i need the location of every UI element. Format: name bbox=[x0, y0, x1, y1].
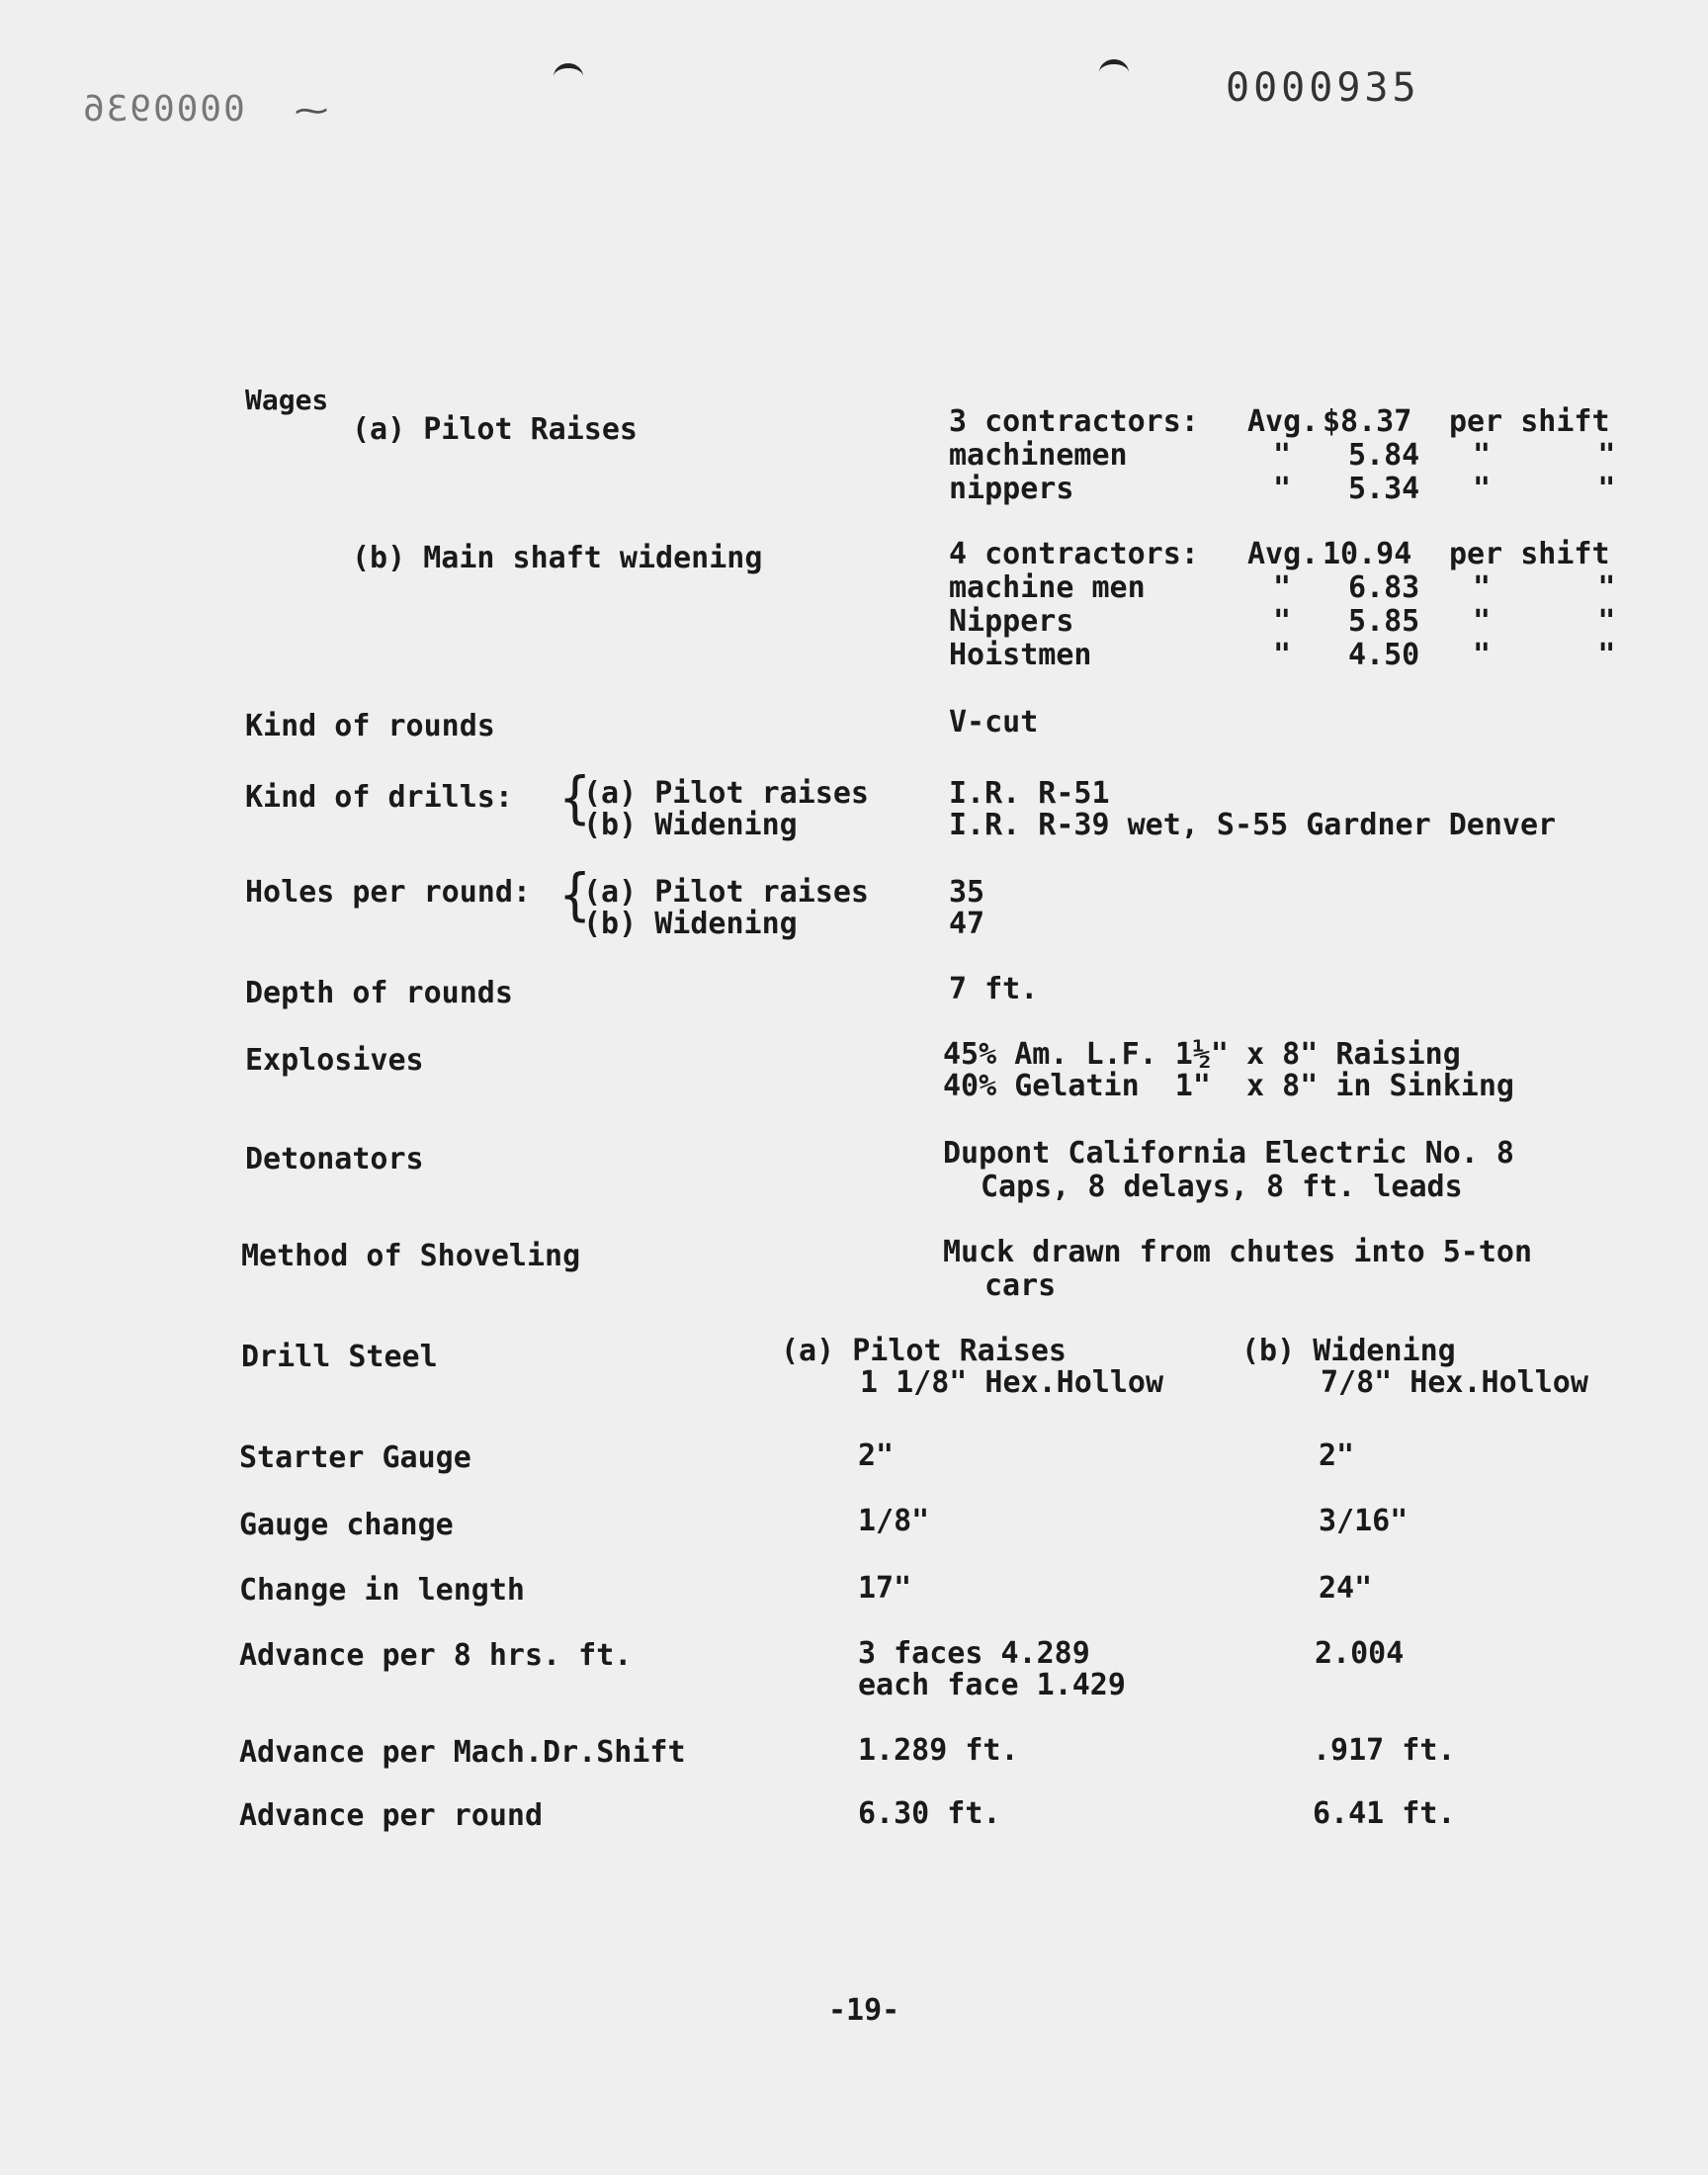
wage-role: nippers bbox=[949, 472, 1074, 506]
steel-row-b: 3/16" bbox=[1319, 1504, 1409, 1538]
holes-a-value: 35 bbox=[949, 875, 985, 910]
wage-value: $8.37 bbox=[1323, 404, 1412, 439]
wage-value: 6.83 bbox=[1348, 570, 1420, 605]
pilot-raises-label: (a) Pilot Raises bbox=[352, 412, 638, 447]
explosives-label: Explosives bbox=[245, 1043, 424, 1078]
kind-of-drills-label: Kind of drills: bbox=[245, 780, 513, 815]
wage-value: 5.84 bbox=[1348, 438, 1420, 473]
wage-prefix: Avg. bbox=[1247, 404, 1320, 439]
detonators-label: Detonators bbox=[245, 1142, 424, 1176]
steel-row-a: 3 faces 4.289 bbox=[858, 1636, 1090, 1671]
steel-row-label: Advance per 8 hrs. ft. bbox=[239, 1638, 633, 1673]
wage-prefix: " bbox=[1273, 604, 1292, 639]
detonators-line-1: Dupont California Electric No. 8 bbox=[943, 1136, 1514, 1171]
wage-value: 5.85 bbox=[1348, 604, 1420, 639]
wage-role: Nippers bbox=[949, 604, 1074, 639]
wage-unit: per shift bbox=[1449, 537, 1610, 571]
holes-a-label: (a) Pilot raises bbox=[583, 875, 869, 910]
explosives-line-1: 45% Am. L.F. 1½" x 8" Raising bbox=[943, 1037, 1461, 1072]
steel-row-label: Advance per Mach.Dr.Shift bbox=[239, 1735, 686, 1770]
wage-unit: " " bbox=[1473, 604, 1616, 639]
drills-a-label: (a) Pilot raises bbox=[583, 776, 869, 811]
steel-col-a-header: (a) Pilot Raises bbox=[781, 1334, 1067, 1368]
depth-of-rounds-value: 7 ft. bbox=[949, 972, 1039, 1006]
shoveling-label: Method of Shoveling bbox=[241, 1239, 581, 1273]
depth-of-rounds-label: Depth of rounds bbox=[245, 976, 513, 1010]
wage-unit: per shift bbox=[1449, 404, 1610, 439]
wages-label: Wages bbox=[245, 384, 329, 416]
steel-row-b: .917 ft. bbox=[1313, 1733, 1456, 1768]
wage-value: 4.50 bbox=[1348, 638, 1420, 672]
steel-row-label: Gauge change bbox=[239, 1508, 454, 1542]
steel-row-label: Starter Gauge bbox=[239, 1440, 471, 1475]
steel-row-label: Change in length bbox=[239, 1573, 525, 1608]
steel-row-a: 6.30 ft. bbox=[858, 1796, 1001, 1831]
drills-brace: { bbox=[559, 766, 591, 831]
holes-brace: { bbox=[559, 863, 591, 928]
wage-unit: " " bbox=[1473, 438, 1616, 473]
steel-row-a: 17" bbox=[858, 1571, 912, 1606]
steel-row-a: 1/8" bbox=[858, 1504, 930, 1538]
steel-row-b: 6.41 ft. bbox=[1313, 1796, 1456, 1831]
wage-prefix: " bbox=[1273, 438, 1292, 473]
steel-col-b-subheader: 7/8" Hex.Hollow bbox=[1321, 1365, 1588, 1400]
mirrored-stamp-number: 0000936 bbox=[81, 89, 245, 130]
holes-b-value: 47 bbox=[949, 907, 985, 941]
wage-prefix: " bbox=[1273, 570, 1292, 605]
wage-value: 10.94 bbox=[1323, 537, 1412, 571]
wage-prefix: " bbox=[1273, 472, 1292, 506]
wage-unit: " " bbox=[1473, 472, 1616, 506]
holes-b-label: (b) Widening bbox=[583, 907, 798, 941]
wage-role: 4 contractors: bbox=[949, 537, 1199, 571]
shoveling-line-1: Muck drawn from chutes into 5-ton bbox=[943, 1235, 1533, 1269]
page-number: -19- bbox=[828, 1993, 900, 2028]
shoveling-line-2: cars bbox=[984, 1268, 1057, 1303]
wage-role: 3 contractors: bbox=[949, 404, 1199, 439]
drills-b-value: I.R. R-39 wet, S-55 Gardner Denver bbox=[949, 808, 1557, 842]
steel-row-label: Advance per round bbox=[239, 1798, 544, 1833]
steel-col-a-subheader: 1 1/8" Hex.Hollow bbox=[860, 1365, 1164, 1400]
drill-steel-label: Drill Steel bbox=[241, 1340, 438, 1374]
wage-role: machinemen bbox=[949, 438, 1128, 473]
main-shaft-label: (b) Main shaft widening bbox=[352, 541, 763, 575]
steel-row-a: 1.289 ft. bbox=[858, 1733, 1019, 1768]
wage-role: machine men bbox=[949, 570, 1146, 605]
explosives-line-2: 40% Gelatin 1" x 8" in Sinking bbox=[943, 1069, 1514, 1103]
wage-role: Hoistmen bbox=[949, 638, 1092, 672]
wage-prefix: Avg. bbox=[1247, 537, 1320, 571]
holes-per-round-label: Holes per round: bbox=[245, 875, 531, 910]
wage-prefix: " bbox=[1273, 638, 1292, 672]
punch-hole-mark-right bbox=[1099, 59, 1129, 86]
punch-hole-mark-left bbox=[554, 63, 583, 90]
stamp-mark: ⁓ bbox=[295, 91, 328, 130]
steel-row-a: 2" bbox=[858, 1438, 895, 1473]
drills-a-value: I.R. R-51 bbox=[949, 776, 1110, 811]
steel-row-b: 2.004 bbox=[1315, 1636, 1405, 1671]
detonators-line-2: Caps, 8 delays, 8 ft. leads bbox=[981, 1170, 1463, 1204]
steel-row-b: 24" bbox=[1319, 1571, 1373, 1606]
steel-col-b-header: (b) Widening bbox=[1241, 1334, 1456, 1368]
wage-unit: " " bbox=[1473, 638, 1616, 672]
drills-b-label: (b) Widening bbox=[583, 808, 798, 842]
document-number: 0000935 bbox=[1226, 65, 1420, 111]
wage-unit: " " bbox=[1473, 570, 1616, 605]
kind-of-rounds-label: Kind of rounds bbox=[245, 709, 495, 743]
steel-row-b: 2" bbox=[1319, 1438, 1355, 1473]
kind-of-rounds-value: V-cut bbox=[949, 705, 1039, 740]
wage-value: 5.34 bbox=[1348, 472, 1420, 506]
steel-row-a-line-2: each face 1.429 bbox=[858, 1668, 1126, 1702]
